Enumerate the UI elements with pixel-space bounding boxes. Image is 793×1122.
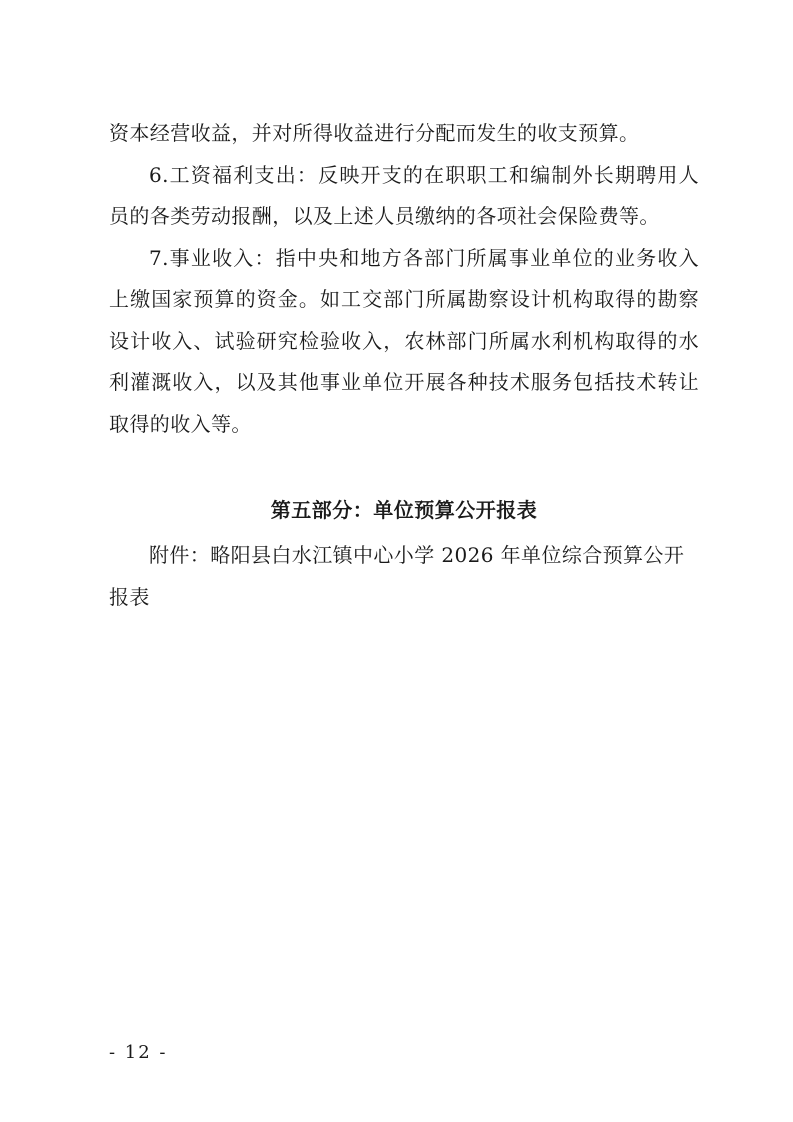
- body-text: [109, 113, 699, 445]
- attachment-note: 附件：略阳县白水江镇中心小学 2026 年单位综合预算公开报表: [109, 543, 685, 609]
- paragraph-item-6: 6.工资福利支出：反映开支的在职职工和编制外长期聘用人员的各类劳动报酬，以及上述人员缴纳的各项社会保险费等。: [109, 162, 699, 228]
- section-title: 第五部分：单位预算公开报表: [270, 498, 538, 522]
- page-number: - 12 -: [109, 1042, 168, 1063]
- paragraph-continuation: 资本经营收益，并对所得收益进行分配而发生的收支预算。: [109, 121, 640, 145]
- paragraph-item-7: 7.事业收入：指中央和地方各部门所属事业单位的业务收入上缴国家预算的资金。如工交部门所属勘察设计机构取得的勘察设计收入、试验研究检验收入，农林部门所属水利机构取得的水利灌溉收入，以及其他事业单位开展各种技术服务包括技术转让取得的收入等。: [109, 245, 699, 436]
